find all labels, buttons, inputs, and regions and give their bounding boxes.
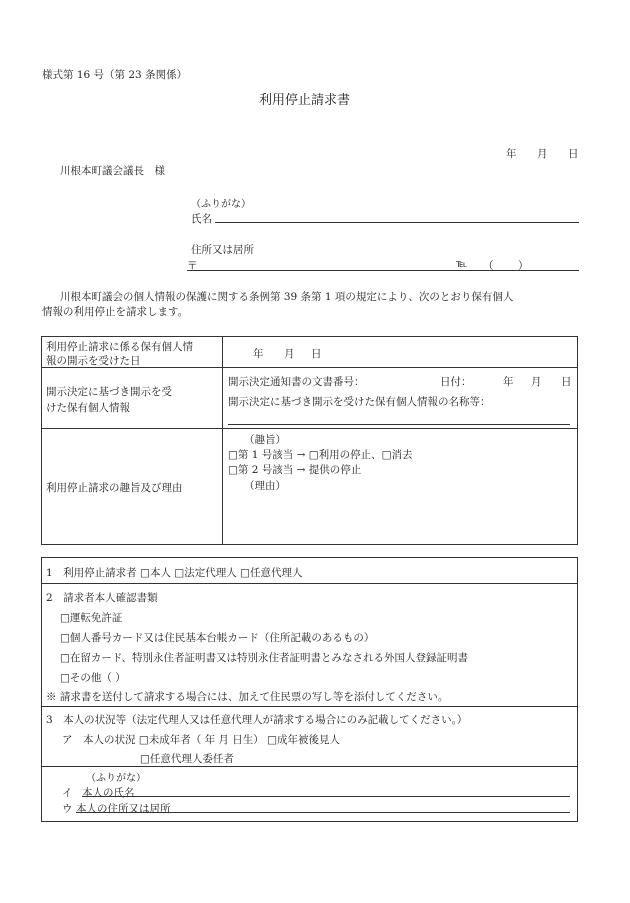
notice-year: 年: [503, 376, 514, 388]
name-field-line[interactable]: [215, 222, 579, 223]
addressee: 川根本町議会議長 様: [60, 165, 165, 177]
requester-table-sep-1: [41, 583, 577, 584]
date-month-label: 月: [537, 148, 548, 160]
date-year-label: 年: [506, 148, 517, 160]
purpose-reason-label: 利用停止請求の趣旨及び理由: [46, 482, 183, 494]
requester-type-row[interactable]: 1 利用停止請求者 □本人 □法定代理人 □任意代理人: [46, 567, 303, 579]
disclosure-day[interactable]: 日: [311, 348, 322, 360]
disclosure-date-label-2: 報の開示を受けた日: [46, 355, 141, 367]
id-option-mynumber[interactable]: □個人番号カード又は住民基本台帳カード（住所記載のあるもの）: [60, 632, 375, 644]
notice-date-label[interactable]: 日付：: [440, 376, 472, 388]
purpose-option-2[interactable]: □第 2 号該当 → 提供の停止: [228, 464, 362, 476]
principal-address-line[interactable]: [76, 812, 570, 813]
purpose-heading: （趣旨）: [244, 434, 286, 446]
form-number: 様式第 16 号（第 23 条関係）: [42, 69, 188, 81]
address-label: 住所又は居所: [191, 244, 254, 256]
principal-address-label: 本人の住所又は居所: [76, 803, 171, 815]
principal-status-options[interactable]: ア 本人の状況 □未成年者（ 年 月 日生） □成年被後見人: [62, 734, 341, 746]
reason-heading: （理由）: [244, 480, 286, 492]
intro-line-1: 川根本町議会の個人情報の保護に関する条例第 39 条第 1 項の規定により、次のとおり保有個人: [60, 291, 514, 303]
notice-month: 月: [531, 376, 542, 388]
furigana-label: （ふりがな）: [191, 199, 251, 210]
disclosure-month[interactable]: 月: [284, 348, 295, 360]
id-option-license[interactable]: □運転免許証: [60, 612, 123, 624]
id-option-other[interactable]: □その他（ ）: [60, 672, 126, 684]
page-title: 利用停止請求書: [259, 93, 351, 108]
principal-name-line[interactable]: [82, 796, 570, 797]
tel-mark: ℡: [456, 258, 468, 270]
id-option-residence-card[interactable]: □在留カード、特別永住者証明書又は特別永住者証明書とみなされる外国人登録証明書: [60, 652, 468, 664]
id-documents-heading: 2 請求者本人確認書類: [46, 592, 158, 604]
mail-note: ※ 請求書を送付して請求する場合には、加えて住民票の写し等を添付してください。: [46, 691, 449, 703]
notice-day: 日: [561, 376, 572, 388]
disclosed-info-label-1: 開示決定に基づき開示を受: [46, 386, 172, 398]
name-label: 氏名: [191, 213, 212, 225]
requester-table-sep-2: [41, 706, 577, 707]
tel-paren-open: （: [483, 260, 494, 272]
principal-name-mark: イ: [62, 787, 73, 799]
disclosure-year[interactable]: 年: [253, 348, 264, 360]
principal-furigana-label: （ふりがな）: [86, 773, 146, 784]
disclosed-info-label-2: けた保有個人情報: [46, 402, 130, 414]
postal-mark: 〒: [187, 260, 198, 272]
principal-status-voluntary[interactable]: □任意代理人委任者: [140, 753, 234, 765]
date-day-label: 日: [568, 148, 579, 160]
disclosed-info-name-line[interactable]: [228, 424, 570, 425]
disclosed-info-name-label[interactable]: 開示決定に基づき開示を受けた保有個人情報の名称等：: [228, 396, 491, 408]
principal-address-mark: ウ: [62, 803, 73, 815]
purpose-option-1[interactable]: □第 1 号該当 → □利用の停止、□消去: [228, 449, 413, 461]
intro-line-2: 情報の利用停止を請求します。: [42, 306, 189, 318]
address-field-line[interactable]: [187, 270, 579, 271]
principal-status-heading: 3 本人の状況等（法定代理人又は任意代理人が請求する場合にのみ記載してください。）: [46, 714, 468, 726]
tel-paren-close: ）: [518, 260, 529, 272]
principal-name-label: 本人の氏名: [82, 787, 135, 799]
request-table-row-sep-2: [41, 428, 577, 429]
requester-table-sep-3: [41, 766, 577, 767]
disclosure-date-label-1: 利用停止請求に係る保有個人情: [46, 341, 193, 353]
notice-doc-number-label[interactable]: 開示決定通知書の文書番号：: [228, 376, 365, 388]
